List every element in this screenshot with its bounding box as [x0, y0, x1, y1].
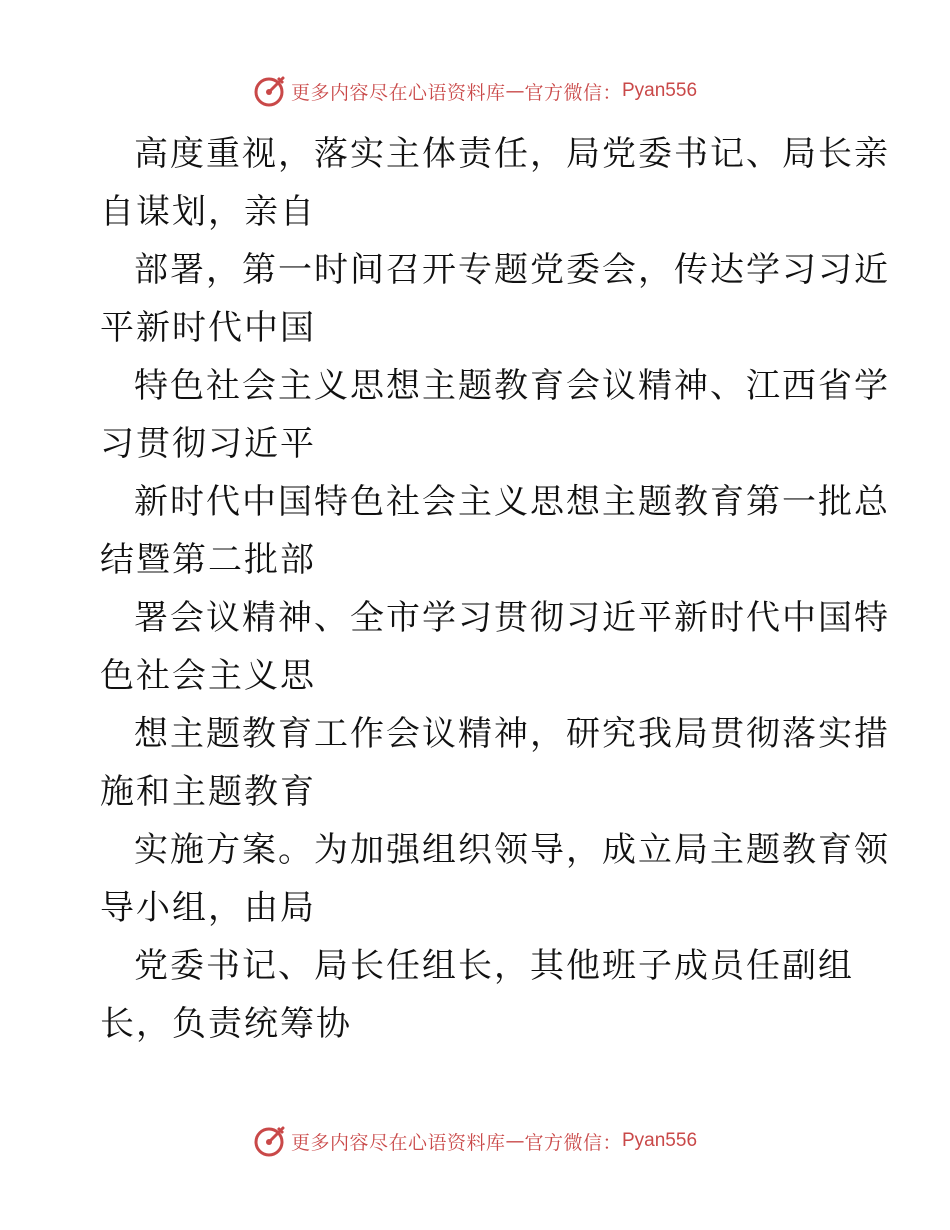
body-line: 特色社会主义思想主题教育会议精神、江西省学 — [134, 366, 890, 406]
body-line: 新时代中国特色社会主义思想主题教育第一批总 — [134, 482, 890, 522]
body-line: 施和主题教育 — [100, 772, 316, 812]
body-line: 色社会主义思 — [100, 656, 316, 696]
body-line: 自谋划，亲自 — [100, 192, 316, 232]
banner-site-name: 更多内容尽在心语资料库 — [290, 81, 506, 104]
body-line: 习贯彻习近平 — [100, 424, 316, 464]
footer-banner — [0, 1121, 950, 1161]
banner-contact-label: 官方微信： — [524, 81, 622, 104]
banner-contact-id: Pyan556 — [622, 1130, 698, 1151]
body-line: 党委书记、局长任组长，其他班子成员任副组 — [134, 946, 854, 986]
body-line: 署会议精神、全市学习贯彻习近平新时代中国特 — [134, 598, 890, 638]
pen-logo-icon — [253, 1124, 287, 1158]
body-line: 长，负责统筹协 — [100, 1004, 352, 1044]
pen-logo-icon — [253, 74, 287, 108]
body-line: 平新时代中国 — [100, 308, 316, 348]
banner-contact-label: 官方微信： — [524, 1131, 622, 1154]
body-line: 高度重视，落实主体责任，局党委书记、局长亲 — [134, 134, 890, 174]
body-line: 想主题教育工作会议精神，研究我局贯彻落实措 — [134, 714, 890, 754]
document-body — [100, 125, 890, 1053]
banner-separator: — — [505, 80, 525, 102]
banner-contact-id: Pyan556 — [622, 80, 698, 101]
body-line: 导小组，由局 — [100, 888, 316, 928]
body-line: 部署，第一时间召开专题党委会，传达学习习近 — [134, 250, 890, 290]
body-line: 结暨第二批部 — [100, 540, 316, 580]
body-line: 实施方案。为加强组织领导，成立局主题教育领 — [134, 830, 890, 870]
banner-site-name: 更多内容尽在心语资料库 — [290, 1131, 506, 1154]
banner-separator: — — [505, 1130, 525, 1152]
header-banner — [0, 71, 950, 111]
